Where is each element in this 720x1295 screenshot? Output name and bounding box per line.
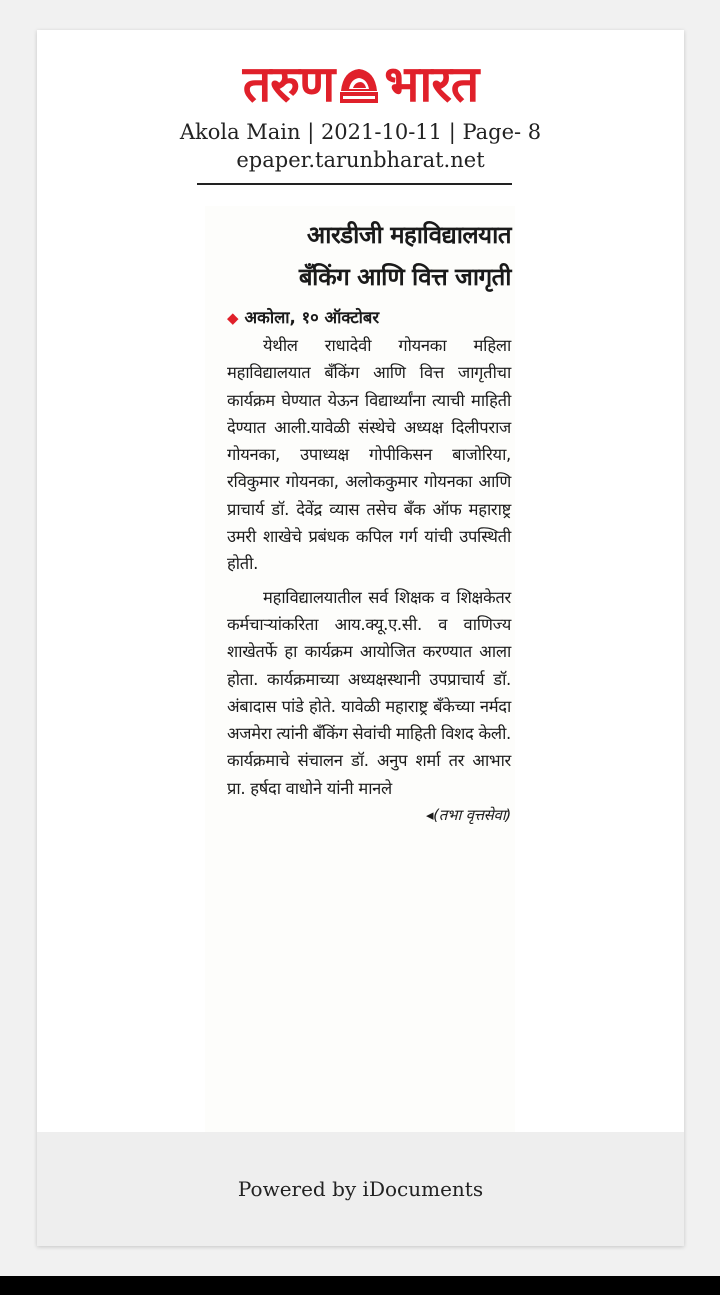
masthead-logo bbox=[37, 56, 684, 112]
article-paragraph-2 bbox=[205, 584, 515, 825]
diamond-bullet-icon: ◆ bbox=[227, 309, 239, 327]
masthead-word-left: तरुण bbox=[242, 55, 335, 113]
article-headline bbox=[205, 214, 515, 298]
epaper-url[interactable]: epaper.tarunbharat.net bbox=[236, 148, 485, 172]
article-paragraph-1: येथील राधादेवी गोयनका महिला महाविद्यालयात बँकिंग आणि वित्त जागृतीचा कार्यक्रम घेण्यात येऊन विद्यार्थ्यांना त्याची माहिती देण्यात आली.यावेळी संस्थेचे अध्यक्ष दिलीपराज गोयनका, उपाध्यक्ष गोपीकिसन बाजोरिया, रविकुमार गोयनका, अलोककुमार गोयनका आणि प्राचार्य डॉ. देवेंद्र व्यास तसेच बँक ऑफ महाराष्ट्र उमरी शाखेचे प्रबंधक कपिल गर्ग यांची उपस्थिती होती. bbox=[227, 336, 511, 574]
bottom-bar bbox=[0, 1276, 720, 1295]
dateline-text: अकोला, १० ऑक्टोबर bbox=[244, 308, 380, 327]
article-dateline bbox=[205, 304, 515, 332]
masthead-word-right: भारत bbox=[384, 55, 479, 113]
headline-line-2: बँकिंग आणि वित्त जागृती bbox=[298, 263, 511, 291]
epaper-card bbox=[37, 30, 684, 1246]
article-signoff: ◂(तभा वृत्तसेवा) bbox=[425, 806, 511, 825]
edition-info: Akola Main | 2021-10-11 | Page- 8 bbox=[179, 120, 542, 144]
paragraph-2-text: महाविद्यालयातील सर्व शिक्षक व शिक्षकेतर कर्मचाऱ्यांकरिता आय.क्यू.ए.सी. व वाणिज्य शाखेतर्फे हा कार्यक्रम आयोजित करण्यात आला होता. कार्यक्रमाच्या अध्यक्षस्थानी उपप्राचार्य डॉ. अंबादास पांडे होते. यावेळी महाराष्ट्र बँकेच्या नर्मदा अजमेरा त्यांनी बँकिंग सेवांची माहिती विशद केली. कार्यक्रमाचे संचालन डॉ. अनुप शर्मा तर आभार प्रा. हर्षदा वाधोने यांनी मानले bbox=[227, 587, 511, 798]
footer bbox=[37, 1132, 684, 1246]
powered-by-text[interactable]: Powered by iDocuments bbox=[237, 1177, 484, 1201]
divider bbox=[197, 183, 512, 185]
article-clipping bbox=[205, 206, 515, 1136]
lion-emblem-icon bbox=[337, 61, 381, 107]
headline-line-1: आरडीजी महाविद्यालयात bbox=[306, 221, 511, 249]
